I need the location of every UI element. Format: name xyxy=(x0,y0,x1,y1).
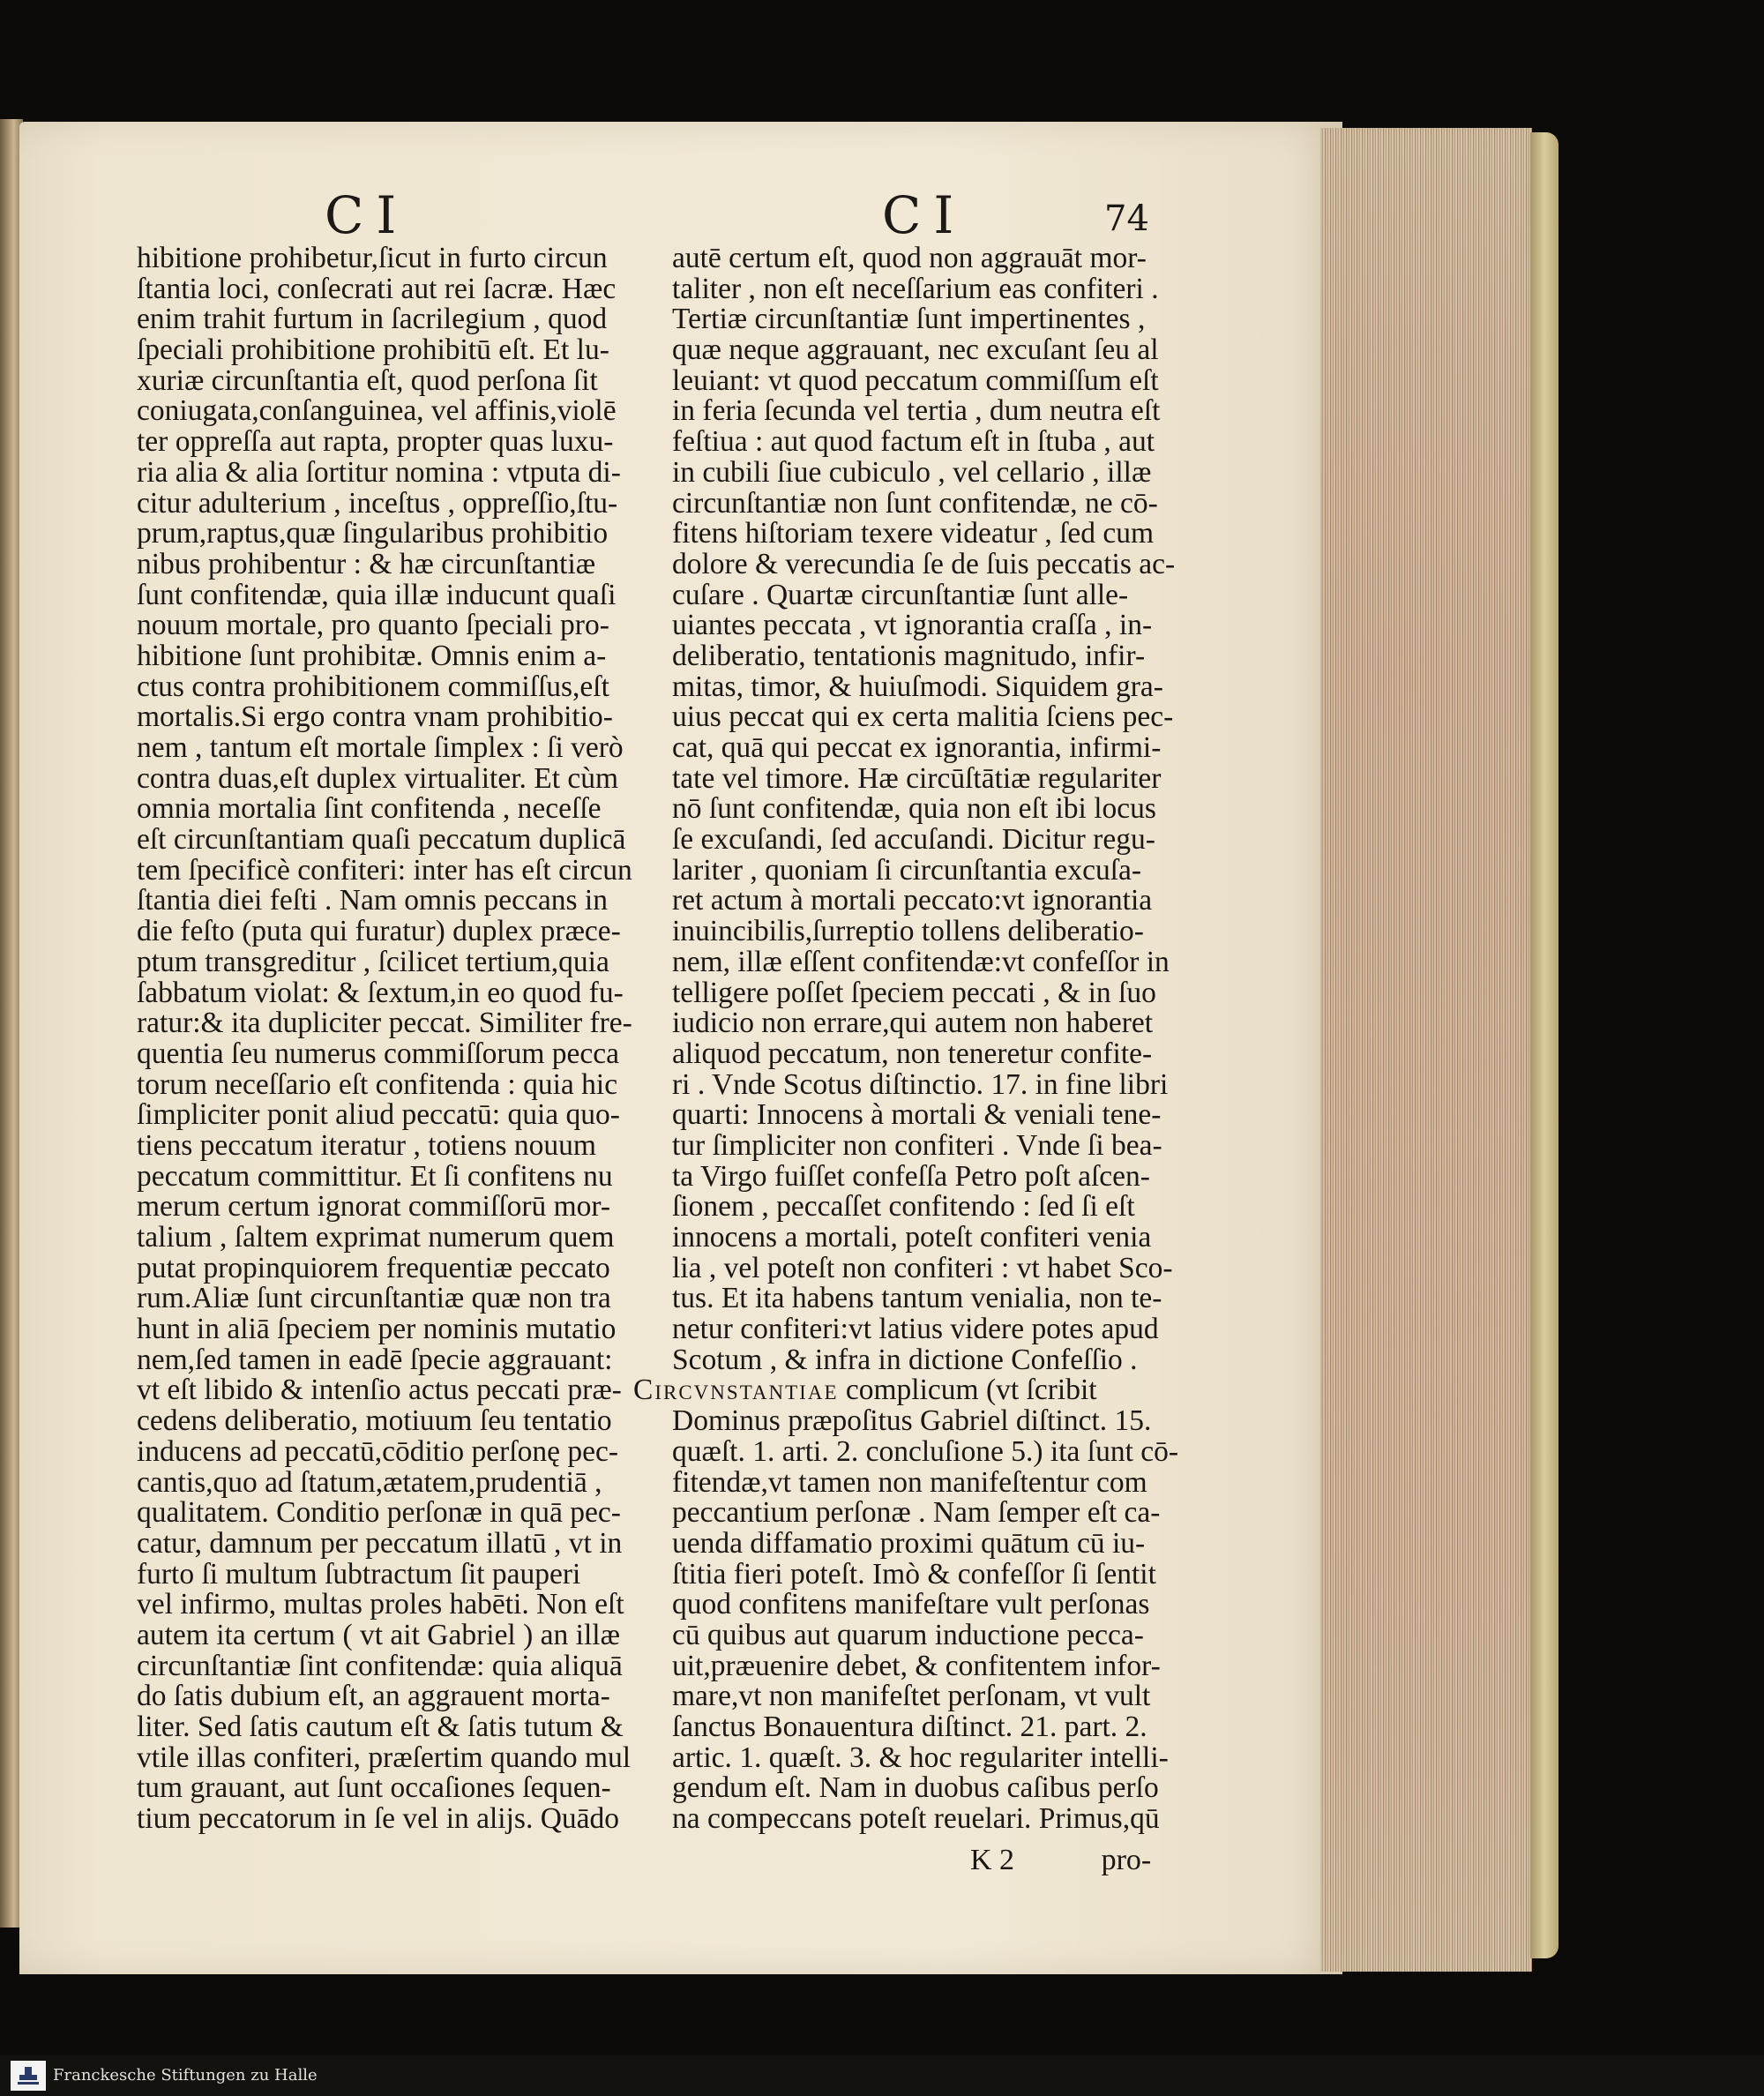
text-line: nem,ſed tamen in eadē ſpecie aggrauant: xyxy=(137,1343,613,1376)
text-line: do ſatis dubium eſt, an aggrauent morta- xyxy=(137,1680,610,1713)
text-line: liter. Sed ſatis cautum eſt & ſatis tutum & xyxy=(137,1710,624,1743)
text-line: tus. Et ita habens tantum venialia, non te- xyxy=(672,1282,1162,1315)
text-line: quarti: Innocens à mortali & veniali tene- xyxy=(672,1098,1162,1132)
text-line: cat, quā qui peccat ex ignorantia, infirmi- xyxy=(672,731,1162,764)
text-line: ta Virgo fuiſſet confeſſa Petro poſt aſcen- xyxy=(672,1159,1150,1193)
text-line: ſanctus Bonauentura diſtinct. 21. part. 2. xyxy=(672,1710,1147,1743)
text-line: prum,raptus,quæ ſingularibus prohibitio xyxy=(137,517,609,550)
text-line: deliberatio, tentationis magnitudo, infir- xyxy=(672,639,1146,672)
text-line: telligere poſſet ſpeciem peccati , & in ſuo xyxy=(672,976,1156,1009)
text-line: die feſto (puta qui furatur) duplex præce- xyxy=(137,915,621,948)
page-number: 74 xyxy=(1104,198,1149,239)
text-line: mare,vt non manifeſtet perſonam, vt vult xyxy=(672,1680,1151,1713)
text-line: nouum mortale, pro quanto ſpeciali pro- xyxy=(137,609,609,642)
text-line: autē certum eſt, quod non aggrauāt mor- xyxy=(672,242,1147,274)
text-line: ſe excuſandi, ſed accuſandi. Dicitur regu- xyxy=(672,823,1155,857)
text-line: hunt in aliā ſpeciem per nominis mutatio xyxy=(137,1313,617,1346)
text-line: ſtantia loci, conſecrati aut rei ſacræ. Hæc xyxy=(137,272,617,305)
text-line: quentia ſeu numerus commiſſorum pecca xyxy=(137,1037,619,1070)
text-line: nem , tantum eſt mortale ſimplex : ſi verò xyxy=(137,731,624,764)
text-line: ſunt confitendæ, quia illæ inducunt quaſi xyxy=(137,578,617,611)
text-line: aliquod peccatum, non teneretur confite- xyxy=(672,1037,1153,1070)
page-block-edges xyxy=(1320,128,1532,1972)
right-column-top-block xyxy=(672,243,1192,1375)
text-line: taliter , non eſt neceſſarium eas confiteri . xyxy=(672,272,1159,305)
page-footer xyxy=(970,1844,1151,1877)
text-line: torum neceſſario eſt confitenda : quia hic xyxy=(137,1067,618,1101)
catchword: pro- xyxy=(1101,1844,1152,1876)
book-cover-edge xyxy=(1530,132,1558,1958)
text-line: quæ neque aggrauant, nec excuſant ſeu al xyxy=(672,333,1159,367)
entry-heading-line xyxy=(633,1375,1192,1406)
text-line: inducens ad peccatū,cōditio perſonę pec- xyxy=(137,1434,618,1468)
text-line: innocens a mortali, poteſt confiteri venia xyxy=(672,1221,1152,1254)
text-line: peccatum committitur. Et ſi confitens nu xyxy=(137,1159,613,1193)
running-head-right: CI xyxy=(882,185,967,245)
text-line: Tertiæ circunſtantiæ ſunt impertinentes , xyxy=(672,303,1146,336)
text-line: ſtitia fieri poteſt. Imò & confeſſor ſi ſentit xyxy=(672,1557,1156,1591)
text-line: vel infirmo, multas proles habēti. Non eſt xyxy=(137,1588,624,1621)
text-line: peccantium perſonæ . Nam ſemper eſt ca- xyxy=(672,1496,1161,1530)
credit-text: Franckesche Stiftungen zu Halle xyxy=(53,2066,318,2085)
text-line: hibitione prohibetur,ſicut in furto circun xyxy=(137,242,608,274)
text-line: nō ſunt confitendæ, quia non eſt ibi locus xyxy=(672,792,1156,826)
text-line: vtile illas confiteri, præſertim quando mul xyxy=(137,1740,632,1774)
institution-logo-icon xyxy=(11,2061,46,2091)
text-line: uiantes peccata , vt ignorantia craſſa , in- xyxy=(672,609,1153,642)
credit-bar xyxy=(0,2055,1764,2096)
text-line: cantis,quo ad ſtatum,ætatem,prudentiā , xyxy=(137,1465,602,1499)
text-line: tur ſimpliciter non confiteri . Vnde ſi bea- xyxy=(672,1128,1162,1162)
text-line: na compeccans poteſt reuelari. Primus,qū xyxy=(672,1802,1160,1836)
text-line: ſtantia diei feſti . Nam omnis peccans in xyxy=(137,884,608,917)
entry-heading-word: Circvnstantiae xyxy=(633,1374,839,1407)
text-line: talium , ſaltem exprimat numerum quem xyxy=(137,1221,615,1254)
text-line: qualitatem. Conditio perſonæ in quā pec- xyxy=(137,1496,621,1530)
text-line: nem, illæ eſſent confitendæ:vt confeſſor in xyxy=(672,945,1170,978)
signature-mark: K 2 xyxy=(970,1844,1015,1876)
text-column-left xyxy=(137,243,639,1835)
text-line: rum.Aliæ ſunt circunſtantiæ quæ non tra xyxy=(137,1282,611,1315)
text-line: mitas, timor, & huiuſmodi. Siquidem gra- xyxy=(672,670,1163,703)
text-line: tum grauant, aut ſunt occaſiones ſequen- xyxy=(137,1771,611,1805)
text-line: cū quibus aut quarum inductione pecca- xyxy=(672,1618,1144,1651)
text-line: mortalis.Si ergo contra vnam prohibitio- xyxy=(137,700,613,734)
text-line: coniugata,conſanguinea, vel affinis,violē xyxy=(137,394,617,428)
text-line: Dominus præpoſitus Gabriel diſtinct. 15. xyxy=(672,1404,1152,1438)
text-line: ria alia & alia ſortitur nomina : vtputa di- xyxy=(137,455,621,489)
text-line: circunſtantiæ non ſunt confitendæ, ne cō- xyxy=(672,486,1158,520)
text-line: inuincibilis,ſurreptio tollens deliberatio- xyxy=(672,915,1144,948)
text-line: dolore & verecundia ſe de ſuis peccatis ac- xyxy=(672,547,1176,580)
text-line: lia , vel poteſt non confiteri : vt habet Sco- xyxy=(672,1251,1173,1284)
text-line: vt eſt libido & intenſio actus peccati præ- xyxy=(137,1374,622,1407)
right-column-bottom-block xyxy=(672,1406,1192,1835)
text-line: ſpeciali prohibitione prohibitū eſt. Et lu- xyxy=(137,333,609,367)
text-line: leuiant: vt quod peccatum commiſſum eſt xyxy=(672,363,1159,397)
running-head-left: CI xyxy=(325,185,409,245)
text-line: lariter , quoniam ſi circunſtantia excuſa- xyxy=(672,853,1142,887)
text-line: hibitione ſunt prohibitæ. Omnis enim a- xyxy=(137,639,607,672)
text-line: uius peccat qui ex certa malitia ſciens pec- xyxy=(672,700,1174,734)
text-line: eſt circunſtantiam quaſi peccatum duplicā xyxy=(137,823,626,857)
entry-heading-rest: complicum (vt ſcribit xyxy=(838,1374,1097,1407)
text-line: feſtiua : aut quod factum eſt in ſtuba , aut xyxy=(672,425,1155,459)
text-line: ctus contra prohibitionem commiſſus,eſt xyxy=(137,670,609,703)
text-line: autem ita certum ( vt ait Gabriel ) an illæ xyxy=(137,1618,620,1651)
text-line: tate vel timore. Hæ circūſtātiæ regulariter xyxy=(672,761,1162,795)
text-line: ri . Vnde Scotus diſtinctio. 17. in fine libri xyxy=(672,1067,1169,1101)
text-line: uenda diffamatio proximi quātum cū iu- xyxy=(672,1526,1146,1560)
text-line: furto ſi multum ſubtractum ſit pauperi xyxy=(137,1557,581,1591)
text-line: in feria ſecunda vel tertia , dum neutra eſt xyxy=(672,394,1161,428)
text-line: quod confitens manifeſtare vult perſonas xyxy=(672,1588,1150,1621)
text-line: tium peccatorum in ſe vel in alijs. Quādo xyxy=(137,1802,620,1836)
text-line: omnia mortalia ſint confitenda , neceſſe xyxy=(137,792,602,826)
text-line: merum certum ignorat commiſſorū mor- xyxy=(137,1190,611,1224)
text-line: ret actum à mortali peccato:vt ignorantia xyxy=(672,884,1153,917)
text-line: cedens deliberatio, motiuum ſeu tentatio xyxy=(137,1404,612,1438)
text-line: in cubili ſiue cubiculo , vel cellario , illæ xyxy=(672,455,1152,489)
text-line: ſabbatum violat: & ſextum,in eo quod fu- xyxy=(137,976,624,1009)
text-line: ptum transgreditur , ſcilicet tertium,quia xyxy=(137,945,609,978)
text-line: citur adulterium , inceſtus , oppreſſio,ſtu- xyxy=(137,486,618,520)
text-line: putat propinquiorem frequentiæ peccato xyxy=(137,1251,610,1284)
text-line: artic. 1. quæſt. 3. & hoc regulariter intelli- xyxy=(672,1740,1169,1774)
text-line: xuriæ circunſtantia eſt, quod perſona ſit xyxy=(137,363,598,397)
text-line: gendum eſt. Nam in duobus caſibus perſo xyxy=(672,1771,1159,1805)
text-line: tiens peccatum iteratur , totiens nouum xyxy=(137,1128,596,1162)
text-line: ratur:& ita dupliciter peccat. Similiter fre- xyxy=(137,1007,632,1040)
text-line: enim trahit furtum in ſacrilegium , quod xyxy=(137,303,608,336)
text-line: catur, damnum per peccatum illatū , vt in xyxy=(137,1526,623,1560)
text-line: netur confiteri:vt latius videre potes apud xyxy=(672,1313,1159,1346)
text-line: circunſtantiæ ſint confitendæ: quia aliquā xyxy=(137,1649,623,1682)
text-line: Scotum , & infra in dictione Confeſſio . xyxy=(672,1343,1138,1376)
text-line: contra duas,eſt duplex virtualiter. Et cùm xyxy=(137,761,619,795)
text-line: quæſt. 1. arti. 2. concluſione 5.) ita ſunt cō- xyxy=(672,1434,1179,1468)
text-line: tem ſpecificè confiteri: inter has eſt circun xyxy=(137,853,632,887)
text-line: iudicio non errare,qui autem non haberet xyxy=(672,1007,1154,1040)
text-column-right xyxy=(633,242,1192,1836)
text-line: ſionem , peccaſſet confitendo : ſed ſi eſt xyxy=(672,1190,1135,1224)
text-line: uit,præuenire debet, & confitentem infor- xyxy=(672,1649,1161,1682)
text-line: cuſare . Quartæ circunſtantiæ ſunt alle- xyxy=(672,578,1129,611)
text-line: nibus prohibentur : & hæ circunſtantiæ xyxy=(137,547,596,580)
text-line: fitendæ,vt tamen non manifeſtentur com xyxy=(672,1465,1147,1499)
text-line: ſimpliciter ponit aliud peccatū: quia quo- xyxy=(137,1098,620,1132)
text-line: ter oppreſſa aut rapta, propter quas luxu- xyxy=(137,425,614,459)
text-line: fitens hiſtoriam texere videatur , ſed cum xyxy=(672,517,1155,550)
